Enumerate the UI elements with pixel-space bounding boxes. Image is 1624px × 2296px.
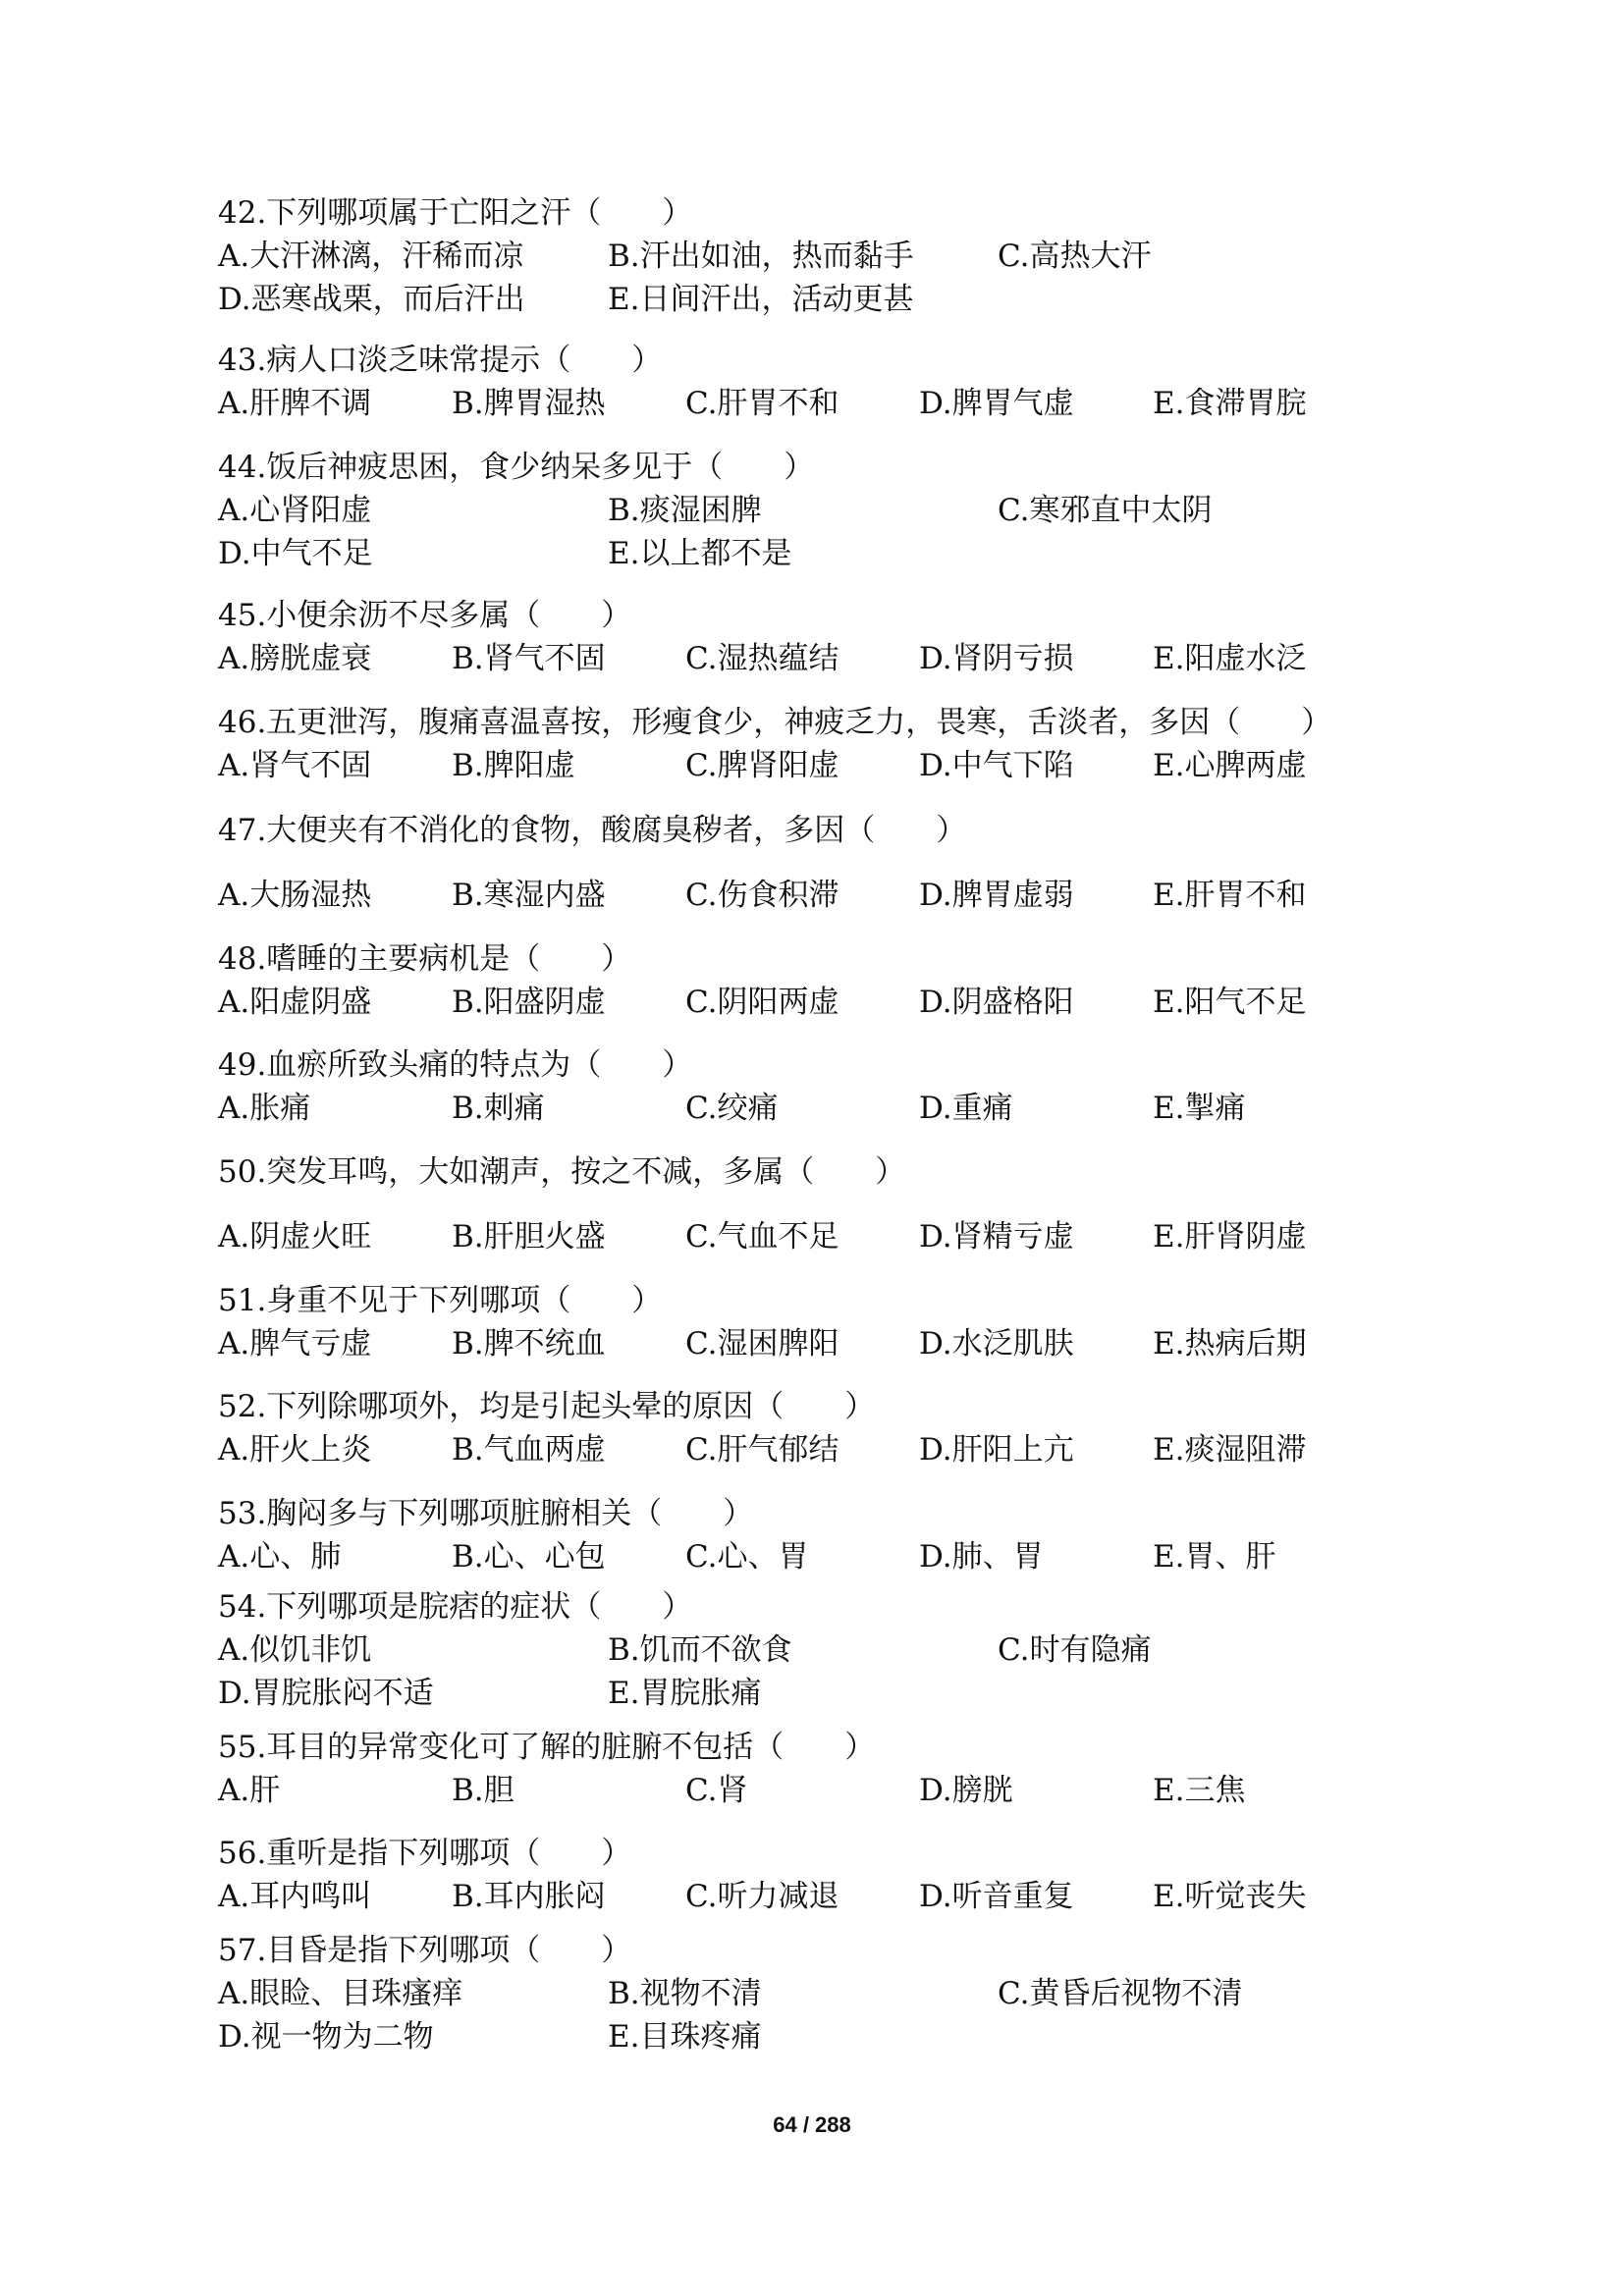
answer-option: D.脾胃气虚 [919,386,1074,421]
question-43 [218,339,1455,425]
answer-option: A.肝脾不调 [218,386,372,421]
answer-option: E.胃脘胀痛 [608,1676,762,1711]
answer-option: E.掣痛 [1153,1091,1246,1126]
question-stem: 47.大便夹有不消化的食物，酸腐臭秽者，多因（ ） [218,813,967,848]
answer-option: E.心脾两虚 [1153,748,1307,783]
options-row [218,874,1455,917]
answer-option: E.阳虚水泛 [1153,641,1307,676]
answer-option: A.大肠湿热 [218,878,372,913]
answer-option: C.肝气郁结 [685,1432,839,1468]
answer-option: B.胆 [452,1773,514,1808]
answer-option: E.食滞胃脘 [1153,386,1307,421]
answer-option: B.汗出如油，热而黏手 [608,239,914,274]
answer-option: C.心、胃 [685,1539,809,1575]
question-49 [218,1043,1455,1130]
options-row [218,2015,1455,2058]
answer-option: D.水泛肌肤 [919,1326,1074,1362]
answer-option: D.视一物为二物 [218,2019,434,2055]
answer-option: E.胃、肝 [1153,1539,1276,1575]
answer-option: B.刺痛 [452,1091,545,1126]
answer-option: E.听觉丧失 [1153,1879,1307,1914]
answer-option: D.恶寒战栗，而后汗出 [218,282,525,317]
answer-option: B.痰湿困脾 [608,493,762,528]
answer-option: B.饥而不欲食 [608,1632,792,1668]
answer-option: C.肝胃不和 [685,386,839,421]
options-row [218,1972,1455,2015]
question-stem: 53.胸闷多与下列哪项脏腑相关（ ） [218,1496,754,1531]
page-number: 64 / 288 [773,2112,851,2137]
question-51 [218,1279,1455,1365]
options-row [218,235,1455,278]
answer-option: B.视物不清 [608,1976,762,2011]
question-53 [218,1492,1455,1578]
answer-option: C.寒邪直中太阴 [998,493,1213,528]
answer-option: E.日间汗出，活动更甚 [608,282,914,317]
answer-option: B.肾气不固 [452,641,606,676]
options-row [218,532,1455,575]
question-stem: 56.重听是指下列哪项（ ） [218,1836,632,1871]
question-44 [218,446,1455,575]
answer-option: C.脾肾阳虚 [685,748,839,783]
answer-option: D.肝阳上亢 [919,1432,1074,1468]
answer-option: E.肝肾阴虚 [1153,1219,1307,1255]
question-42 [218,191,1455,321]
options-row [218,1875,1455,1918]
question-stem: 44.饭后神疲思困，食少纳呆多见于（ ） [218,450,815,485]
answer-option: D.脾胃虚弱 [919,878,1074,913]
options-row [218,1769,1455,1812]
question-stem: 45.小便余沥不尽多属（ ） [218,598,632,633]
answer-option: D.中气下陷 [919,748,1074,783]
answer-option: D.肺、胃 [919,1539,1044,1575]
answer-option: A.心、肺 [218,1539,342,1575]
answer-option: C.湿困脾阳 [685,1326,839,1362]
answer-option: B.肝胆火盛 [452,1219,606,1255]
answer-option: E.三焦 [1153,1773,1246,1808]
options-row [218,489,1455,532]
answer-option: A.耳内鸣叫 [218,1879,372,1914]
question-stem: 42.下列哪项属于亡阳之汗（ ） [218,195,693,231]
options-row [218,382,1455,425]
answer-option: A.脾气亏虚 [218,1326,372,1362]
answer-option: C.气血不足 [685,1219,839,1255]
question-stem: 51.身重不见于下列哪项（ ） [218,1283,663,1318]
answer-option: A.阳虚阴盛 [218,985,372,1020]
options-row [218,637,1455,680]
options-row [218,1428,1455,1471]
question-57 [218,1929,1455,2058]
question-stem: 52.下列除哪项外，均是引起头晕的原因（ ） [218,1389,876,1424]
answer-option: E.以上都不是 [608,536,792,571]
answer-option: E.热病后期 [1153,1326,1307,1362]
question-48 [218,937,1455,1024]
answer-option: A.大汗淋漓，汗稀而凉 [218,239,524,274]
options-row [218,1322,1455,1365]
answer-option: D.重痛 [919,1091,1013,1126]
answer-option: B.脾阳虚 [452,748,575,783]
answer-option: C.绞痛 [685,1091,779,1126]
answer-option: A.心肾阳虚 [218,493,372,528]
answer-option: C.伤食积滞 [685,878,839,913]
answer-option: D.中气不足 [218,536,373,571]
question-stem: 50.突发耳鸣，大如潮声，按之不减，多属（ ） [218,1154,906,1190]
answer-option: D.膀胱 [919,1773,1013,1808]
answer-option: B.寒湿内盛 [452,878,606,913]
options-row [218,744,1455,787]
options-row [218,1535,1455,1578]
answer-option: A.阴虚火旺 [218,1219,372,1255]
question-47 [218,809,1455,917]
options-row [218,278,1455,321]
answer-option: C.阴阳两虚 [685,985,839,1020]
question-46 [218,701,1455,787]
question-stem: 48.嗜睡的主要病机是（ ） [218,941,632,977]
answer-option: B.脾不统血 [452,1326,606,1362]
answer-option: A.膀胱虚衰 [218,641,372,676]
answer-option: A.似饥非饥 [218,1632,372,1668]
answer-option: B.脾胃湿热 [452,386,606,421]
answer-option: E.阳气不足 [1153,985,1307,1020]
options-row [218,1215,1455,1258]
question-50 [218,1150,1455,1258]
answer-option: B.耳内胀闷 [452,1879,606,1914]
question-stem: 55.耳目的异常变化可了解的脏腑不包括（ ） [218,1730,876,1765]
answer-option: B.心、心包 [452,1539,606,1575]
answer-option: C.高热大汗 [998,239,1152,274]
question-stem: 43.病人口淡乏味常提示（ ） [218,343,663,378]
answer-option: C.听力减退 [685,1879,839,1914]
question-56 [218,1832,1455,1918]
answer-option: A.肾气不固 [218,748,372,783]
question-55 [218,1726,1455,1812]
question-45 [218,594,1455,680]
answer-option: A.眼睑、目珠瘙痒 [218,1976,463,2011]
answer-option: E.肝胃不和 [1153,878,1307,913]
question-54 [218,1585,1455,1715]
answer-option: C.时有隐痛 [998,1632,1152,1668]
question-52 [218,1385,1455,1471]
answer-option: D.胃脘胀闷不适 [218,1676,434,1711]
answer-option: C.湿热蕴结 [685,641,839,676]
options-row [218,981,1455,1024]
answer-option: B.阳盛阴虚 [452,985,606,1020]
question-stem: 49.血瘀所致头痛的特点为（ ） [218,1047,693,1083]
answer-option: B.气血两虚 [452,1432,606,1468]
answer-option: D.肾精亏虚 [919,1219,1074,1255]
answer-option: E.目珠疼痛 [608,2019,762,2055]
answer-option: C.黄昏后视物不清 [998,1976,1243,2011]
answer-option: A.肝火上炎 [218,1432,372,1468]
answer-option: E.痰湿阻滞 [1153,1432,1307,1468]
answer-option: D.阴盛格阳 [919,985,1074,1020]
answer-option: D.听音重复 [919,1879,1074,1914]
answer-option: C.肾 [685,1773,748,1808]
answer-option: A.肝 [218,1773,281,1808]
question-stem: 57.目昏是指下列哪项（ ） [218,1933,632,1968]
answer-option: D.肾阴亏损 [919,641,1074,676]
question-stem: 54.下列哪项是脘痞的症状（ ） [218,1589,693,1625]
answer-option: A.胀痛 [218,1091,311,1126]
question-stem: 46.五更泄泻，腹痛喜温喜按，形瘦食少，神疲乏力，畏寒，舌淡者，多因（ ） [218,705,1332,740]
options-row [218,1672,1455,1715]
options-row [218,1629,1455,1672]
options-row [218,1087,1455,1130]
